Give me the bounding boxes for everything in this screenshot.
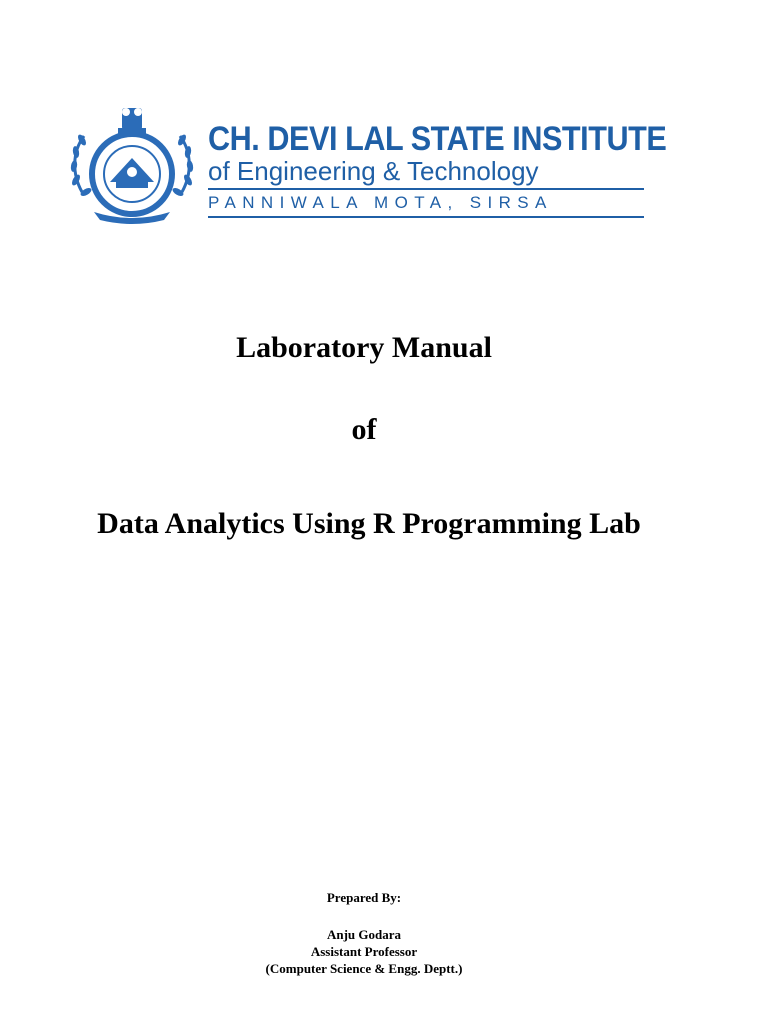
title-line-2: of [351, 413, 377, 446]
author-name: Anju Godara [326, 927, 402, 942]
header-divider-bottom [208, 216, 644, 218]
institute-header [60, 96, 667, 232]
title-line-1: Laboratory Manual [236, 331, 492, 364]
state-emblem-seal-icon [64, 100, 200, 228]
prepared-by-label: Prepared By: [326, 890, 402, 905]
institute-name: CH. DEVI LAL STATE INSTITUTE [208, 120, 667, 158]
institute-location: PANNIWALA MOTA, SIRSA [208, 193, 553, 212]
title-line-3: Data Analytics Using R Programming Lab [97, 507, 641, 540]
header-divider-top [208, 188, 644, 190]
author-department: (Computer Science & Engg. Deptt.) [265, 961, 463, 976]
institute-subtitle: of Engineering & Technology [208, 156, 539, 186]
author-designation: Assistant Professor [310, 944, 418, 959]
